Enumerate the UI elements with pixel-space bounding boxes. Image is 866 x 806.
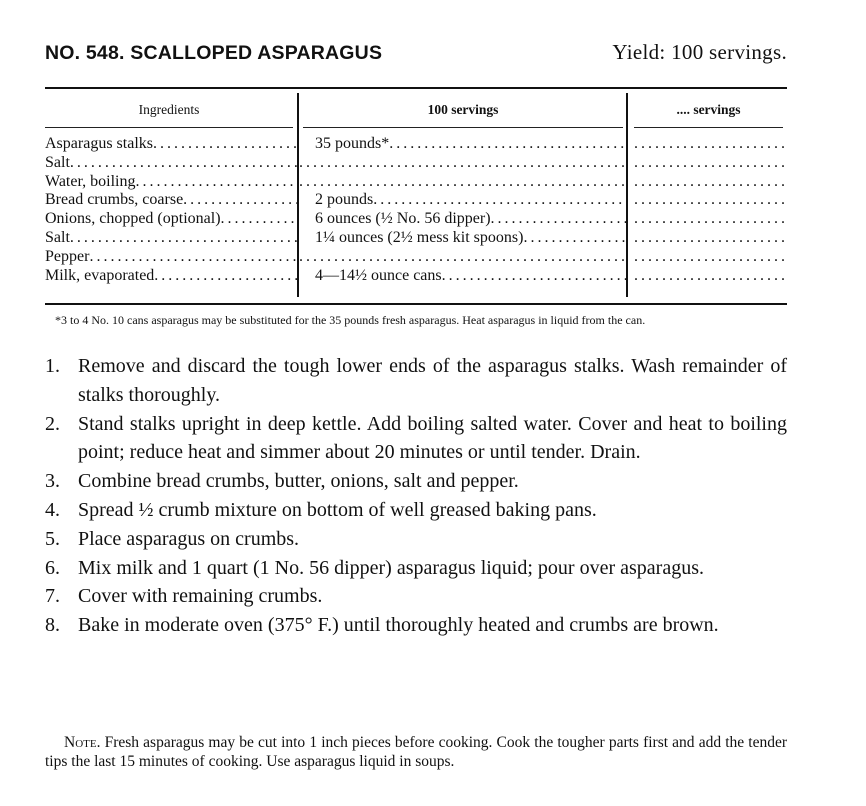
step-number: 3. — [45, 470, 60, 493]
column-header-ingredients: Ingredients — [45, 89, 293, 128]
ingredient-row — [45, 135, 297, 154]
step-number: 6. — [45, 556, 60, 579]
step-text: Mix milk and 1 quart (1 No. 56 dipper) asparagus liquid; pour over asparagus. — [78, 556, 704, 579]
custom-amount-row — [630, 154, 787, 173]
recipe-yield: Yield: 100 servings. — [612, 40, 787, 64]
step-text: Bake in moderate oven (375° F.) until thoroughly heated and crumbs are brown. — [78, 614, 719, 637]
amount-value: 4—14½ ounce cans — [315, 266, 442, 284]
ingredient-name: Asparagus stalks — [45, 135, 153, 152]
title-row — [45, 40, 787, 65]
instruction-step — [45, 525, 787, 554]
amount-100-column — [299, 89, 627, 303]
amount-value: 2 pounds — [315, 191, 374, 209]
column-header-100-servings: 100 servings — [303, 89, 623, 128]
amount-row — [299, 154, 627, 173]
step-text: Place asparagus on crumbs. — [78, 527, 300, 550]
column-header-custom-servings: .... servings — [634, 89, 783, 128]
ingredient-row — [45, 229, 297, 248]
ingredient-row — [45, 210, 297, 229]
amount-row — [299, 191, 627, 210]
instruction-step — [45, 352, 787, 410]
instruction-step — [45, 582, 787, 611]
amount-row — [299, 135, 627, 154]
step-text: Spread ½ crumb mixture on bottom of well greased baking pans. — [78, 498, 597, 521]
custom-amount-row — [630, 229, 787, 248]
ingredient-name: Milk, evaporated — [45, 266, 155, 284]
note-label: Note. — [64, 734, 101, 751]
instruction-list — [45, 352, 787, 640]
amount-row — [299, 210, 627, 229]
amount-row — [299, 248, 627, 267]
custom-amount-row — [630, 191, 787, 210]
instruction-step — [45, 410, 787, 468]
recipe-title: NO. 548. SCALLOPED ASPARAGUS — [45, 42, 383, 64]
step-text: Remove and discard the tough lower ends of the asparagus stalks. Wash remainder of stalks thoroughly. — [78, 355, 787, 406]
step-number: 2. — [45, 412, 60, 435]
instruction-step — [45, 554, 787, 583]
step-number: 1. — [45, 355, 60, 377]
custom-amount-row — [630, 248, 787, 267]
ingredient-row — [45, 173, 297, 192]
amount-value: 6 ounces (½ No. 56 dipper) — [315, 210, 491, 228]
amount-row — [299, 229, 627, 248]
custom-amount-row — [630, 267, 787, 286]
step-number: 7. — [45, 585, 60, 608]
ingredient-row — [45, 191, 297, 210]
ingredient-row — [45, 154, 297, 173]
step-text: Combine bread crumbs, butter, onions, salt and pepper. — [78, 470, 519, 493]
step-number: 4. — [45, 498, 60, 521]
step-number: 5. — [45, 527, 60, 550]
instruction-step — [45, 467, 787, 496]
step-text: Stand stalks upright in deep kettle. Add boiling salted water. Cover and heat to boiling point; reduce heat and simmer about 20 minutes or until tender. Drain. — [78, 412, 787, 464]
custom-amount-row — [630, 173, 787, 192]
step-text: Cover with remaining crumbs. — [78, 585, 323, 608]
step-number: 8. — [45, 614, 60, 637]
ingredient-name: Onions, chopped (optional) — [45, 210, 221, 228]
ingredient-row — [45, 248, 297, 267]
instruction-step — [45, 496, 787, 525]
footnote — [45, 313, 790, 327]
custom-amount-row — [630, 135, 787, 154]
ingredient-name: Salt — [45, 153, 70, 171]
ingredient-row — [45, 267, 297, 286]
cooking-note — [45, 733, 787, 771]
ingredient-name: Salt — [45, 228, 70, 246]
note-text: Fresh asparagus may be cut into 1 inch pieces before cooking. Cook the tougher parts first and add the tender tips the last 15 minutes of cooking. Use asparagus liquid in soups. — [45, 734, 788, 770]
ingredients-column — [45, 89, 297, 303]
custom-servings-column — [630, 89, 787, 303]
ingredient-name: Pepper — [45, 247, 90, 265]
instruction-step — [45, 611, 787, 640]
ingredient-name: Water, boiling — [45, 172, 136, 190]
amount-row — [299, 173, 627, 192]
custom-amount-row — [630, 210, 787, 229]
amount-row — [299, 267, 627, 286]
ingredients-table — [45, 87, 787, 305]
footnote-text: *3 to 4 No. 10 cans asparagus may be substituted for the 35 pounds fresh asparagus. Heat asparagus in liquid from the can. — [55, 313, 646, 327]
ingredient-name: Bread crumbs, coarse — [45, 191, 184, 209]
amount-value: 35 pounds* — [315, 135, 390, 152]
amount-value: 1¼ ounces (2½ mess kit spoons) — [315, 228, 524, 246]
